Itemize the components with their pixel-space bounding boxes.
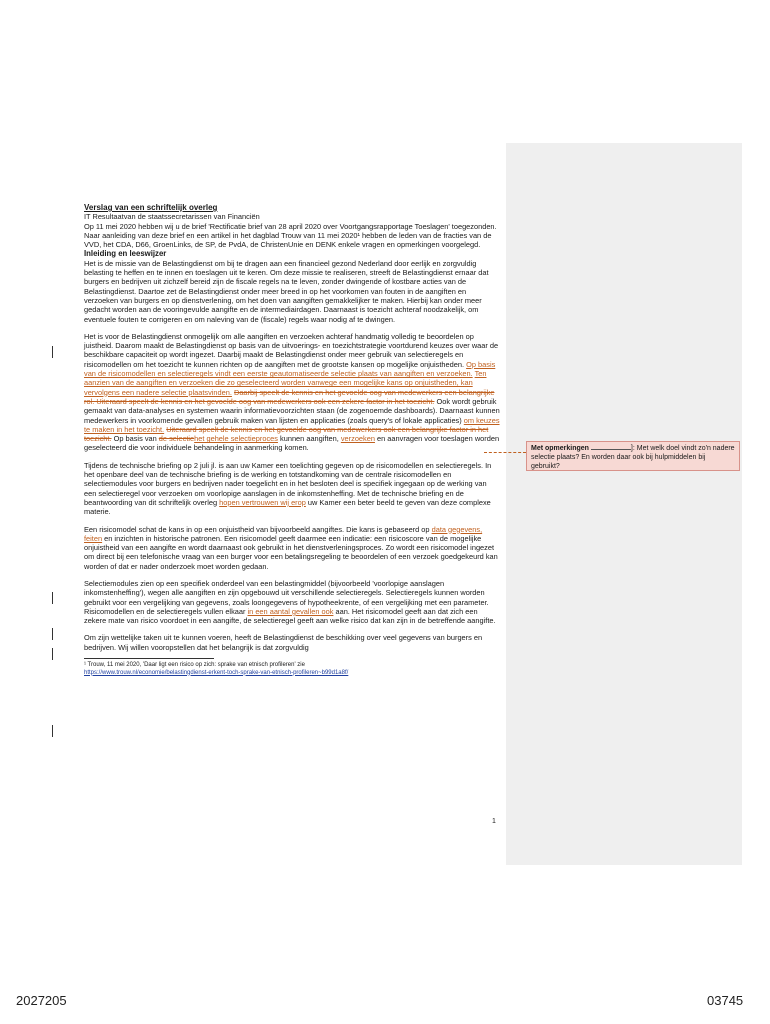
document-body (84, 203, 500, 677)
review-comment[interactable] (526, 441, 740, 471)
document-subtitle: IT Resultaatvan de staatssecretarissen van Financiën (84, 212, 260, 222)
inserted-text: om keuzes te maken in het toezicht. (84, 415, 500, 434)
change-bar (52, 346, 53, 358)
comment-margin-panel (506, 143, 742, 865)
paragraph-legal-tasks: Om zijn wettelijke taken uit te kunnen voeren, heeft de Belastingdienst de beschikking over veel gegevens van burgers en bedrijven. Wij willen vooropstellen dat het belangrijk is dat zorgvuldig (84, 633, 483, 652)
paragraph-risk-model: Een risicomodel schat de kans in op een onjuistheid van bijvoorbeeld aangiftes. Die kans is gebaseerd op data gegevens, feiten en inzichten in historische patronen. Een risicomodel geeft daarmee een indicatie: een risicoscore van de mogelijke onjuistheid van een aangifte en wordt daarnaast ook gebruikt in het dienstverleningsproces. Zo wordt een risicomodel ingezet om direct bij een telefonische vraag van een burger voor een betalingsregeling te beoordelen of een verzoek goedgekeurd kan worden of dat er nader onderzoek moet worden gedaan. (84, 524, 498, 571)
change-bar (52, 648, 53, 660)
paragraph-selection-modules: Selectiemodules zien op een specifiek onderdeel van een belastingmiddel (bijvoorbeeld 'voorlopige aanslagen inkomstenheffing'), wegen alle aangiften en zijn opgebouwd uit verschillende selectieregels. Selectieregels kunnen worden gebruikt voor een vergelijking van gegevens, zoals loongegevens of hypotheekrente, of een vergelijking met een parameter. Risicomodellen en de selectieregels vullen elkaar in een aantal gevallen ook aan. Het risicomodel geeft aan dat zich een zekere mate van risico voordoet in een aangifte, de selectieregel geeft aan welke risico dat kan zijn in de betreffende aangifte. (84, 578, 496, 626)
footnote (84, 662, 500, 677)
document-id-left: 2027205 (16, 993, 67, 1008)
inserted-text: verzoeken (340, 434, 375, 444)
change-bar (52, 592, 53, 604)
deleted-text: Daarbij speelt de kennis en het gevoelde oog van medewerkers een belangrijke rol. Uiteraard speelt de kennis en het gevoelde oog van medewerkers ook een zekere factor in het toezicht. (84, 387, 495, 406)
comment-author: Met opmerkingen (531, 445, 589, 452)
document-title: Verslag van een schriftelijk overleg (84, 203, 218, 212)
section-heading: Inleiding en leeswijzer (84, 249, 167, 259)
deleted-text: de selectie (158, 434, 195, 444)
paragraph-mission: Het is de missie van de Belastingdienst om bij te dragen aan een financieel gezond Nederland door eerlijk en zorgvuldig belasting te heffen en te innen en toeslagen uit te keren. Om deze missie te realiseren, streeft de Belastingdienst ernaar dat burgers en bedrijven uit zichzelf bereid zijn de fiscale regels na te leven, zonder dwingende of kostbare acties van de Belastingdienst. Daartoe zet de Belastingdienst onder meer breed in op het voorkomen van fouten in de aangiften en verzoeken van burgers en op dienstverlening, om het doen van aangiften gemakkelijker te maken. Hierbij kan onder meer gedacht worden aan de vooringevulde aangifte en de intermediairdagen. Daarnaast is toezicht achteraf noodzakelijk, om eventuele fouten te corrigeren en om naleving van de (fiscale) regels waar nodig af te dwingen. (84, 258, 489, 324)
footnote-text: ¹ Trouw, 11 mei 2020, 'Daar ligt een risico op zich: sprake van etnisch profileren' zie (84, 662, 305, 669)
inserted-text: hopen vertrouwen wij erop (219, 497, 306, 507)
footnote-link[interactable]: https://www.trouw.nl/economie/belastingdienst-erkent-toch-sprake-van-etnisch-profileren~b99d1a8f/ (84, 669, 349, 676)
deleted-text: Uiteraard speelt de kennis en het gevoelde oog van medewerkers ook een belangrijke factor in het toezicht. (84, 424, 489, 444)
change-bar (52, 725, 53, 737)
intro-paragraph: Op 11 mei 2020 hebben wij u de brief 'Rectificatie brief van 28 april 2020 over Voortgangsrapportage Toeslagen' toegezonden. Naar aanleiding van deze brief en een artikel in het dagblad Trouw van 11 mei 2020¹ hebben de leden van de fracties van de VVD, het CDA, D66, GroenLinks, de SP, de PvdA, de ChristenUnie en DENK enkele vragen en opmerkingen voorgelegd. (84, 221, 497, 250)
paragraph-selection: Het is voor de Belastingdienst onmogelijk om alle aangiften en verzoeken achteraf handmatig volledig te beoordelen op juistheid. Daarom maakt de Belastingdienst op basis van de uitvoerings- en toezichtstrategie voortdurend keuzes over waar de beschikbare capaciteit op wordt ingezet. Daarbij maakt de Belastingdienst onder meer gebruik van selectieregels en risicomodellen om het toezicht te kunnen richten op de aangiften met de grootste kansen op mogelijke onjuistheden. Op basis van de risicomodellen en selectieregels vindt een eerste geautomatiseerde selectie plaats van aangiften en verzoeken. Ten aanzien van de aangiften en verzoeken die zo geselecteerd worden vanwege een mogelijke kans op onjuistheden, kan vervolgens een nadere selectie plaatsvinden. Daarbij speelt de kennis en het gevoelde oog van medewerkers een belangrijke rol. Uiteraard speelt de kennis en het gevoelde oog van medewerkers ook een zekere factor in het toezicht. Ook wordt gebruik gemaakt van data-analyses en systemen waarin informatievoorzichten staan (de zogenoemde dashboards). Daarnaast kunnen medewerkers in voorkomende gevallen gebruik maken van lijsten en applicaties (zoals query's of lokale applicaties) om keuzes te maken in het toezicht. Uiteraard speelt de kennis en het gevoelde oog van medewerkers ook een belangrijke factor in het toezicht. Op basis van de selectiehet gehele selectieproces kunnen aangiften, verzoeken en aanvragen voor toeslagen worden geselecteerd die voor individuele behandeling in aanmerking komen. (84, 331, 500, 453)
comment-connector (484, 452, 526, 453)
inserted-text: Op basis van de risicomodellen en selectieregels vindt een eerste geautomatiseerde selectie plaats van aangiften en verzoeken. (84, 359, 496, 379)
document-id-right: 03745 (707, 993, 744, 1008)
inserted-text: Ten aanzien van de aangiften en verzoeken die zo geselecteerd worden vanwege een mogelijke kans op onjuistheden, kan vervolgens een nadere selectie plaatsvinden. (84, 369, 487, 397)
inserted-text: in een aantal gevallen ook (247, 606, 334, 616)
paragraph-briefing: Tijdens de technische briefing op 2 juli jl. is aan uw Kamer een toelichting gegeven op de risicomodellen en selectieregels. In het openbare deel van de technische briefing is de werking en totstandkoming van de centrale risicomodellen en selectiemodules voor burgers en bedrijven nader toegelicht en in het besloten deel is specifiek ingegaan op de werking van een selectieregel voor verzoeken om voorlopige aanslagen in de inkomstenheffing. Met de technische briefing en de beantwoording van dit schriftelijk overleg hopen vertrouwen wij erop uw Kamer een beter beeld te geven van deze complexe materie. (84, 460, 492, 517)
footnote-divider (84, 658, 214, 659)
change-bar (52, 628, 53, 640)
inserted-text: het gehele selectieproces (194, 434, 278, 444)
comment-author-blank (591, 449, 631, 450)
page-number: 1 (492, 818, 496, 825)
inserted-text: data gegevens, feiten (84, 524, 483, 543)
comment-text: ]: Met welk doel vindt zo'n nadere selectie plaats? En worden daar ook bij hulpmiddelen bij gebruikt? (531, 445, 735, 470)
